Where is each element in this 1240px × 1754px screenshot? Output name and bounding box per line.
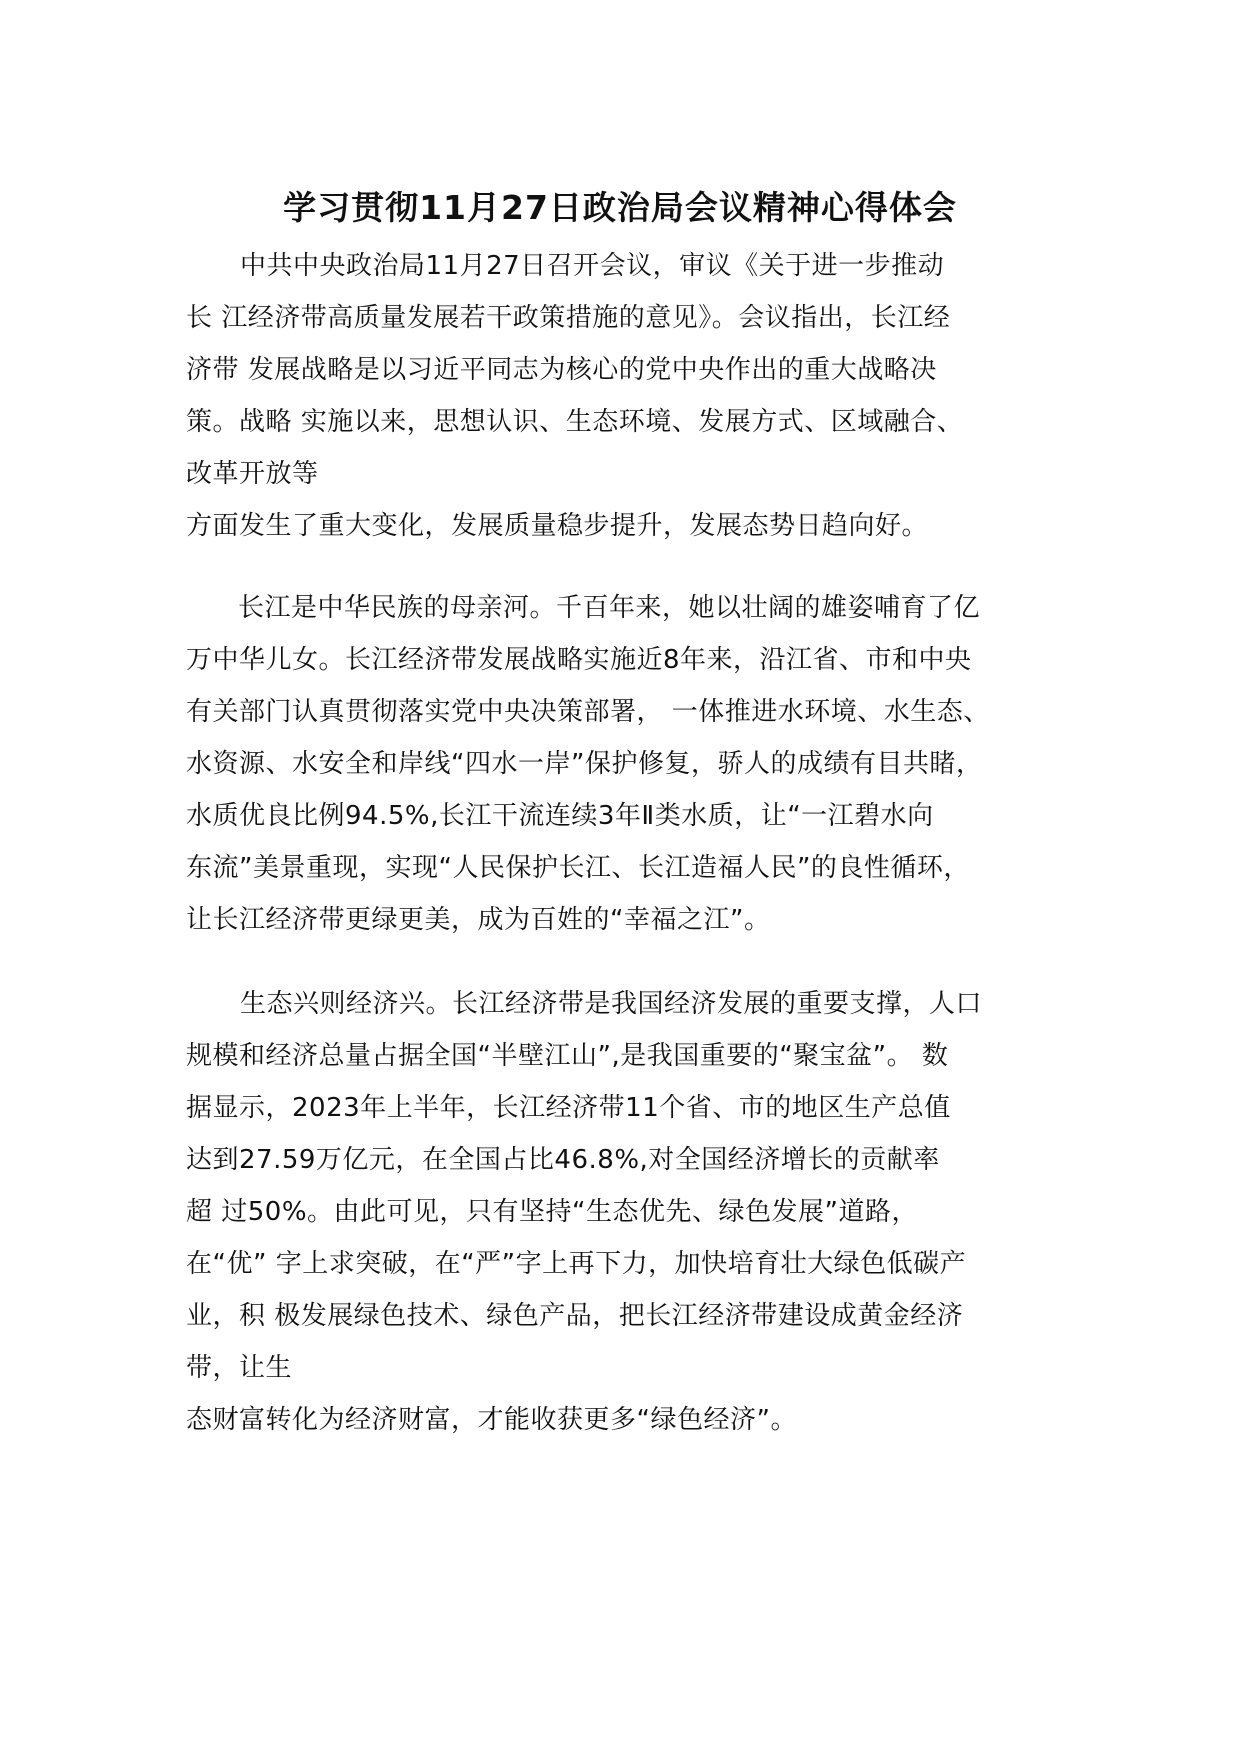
paragraph-2-line-6: 东流”美景重现，实现“人民保护长江、长江造福人民”的良性循环，: [186, 853, 970, 883]
paragraph-1-line-2: 长 江经济带高质量发展若干政策措施的意见》。会议指出，长江经: [186, 303, 951, 333]
paragraph-3-line-9: 态财富转化为经济财富，才能收获更多“绿色经济”。: [186, 1405, 797, 1435]
paragraph-2-line-7: 让长江经济带更绿更美，成为百姓的“幸福之江”。: [186, 905, 771, 935]
paragraph-3-line-1: 生态兴则经济兴。长江经济带是我国经济发展的重要支撑，人口: [240, 989, 983, 1019]
paragraph-1-line-3: 济带 发展战略是以习近平同志为核心的党中央作出的重大战略决: [186, 355, 937, 385]
paragraph-1-line-1: 中共中央政治局11月27日召开会议，审议《关于进一步推动: [240, 251, 945, 281]
paragraph-2-line-1: 长江是中华民族的母亲河。千百年来，她以壮阔的雄姿哺育了亿: [238, 593, 981, 623]
paragraph-1-line-4: 策。战略 实施以来，思想认识、生态环境、发展方式、区域融合、: [186, 407, 964, 437]
paragraph-3-line-5: 超 过50%。由此可见，只有坚持“生态优先、绿色发展”道路，: [186, 1197, 918, 1227]
paragraph-1-line-6: 方面发生了重大变化，发展质量稳步提升，发展态势日趋向好。: [186, 511, 929, 541]
paragraph-2-line-2: 万中华儿女。长江经济带发展战略实施近8年来，沿江省、市和中央: [186, 645, 972, 675]
paragraph-3-line-6: 在“优” 字上求突破，在“严”字上再下力，加快培育壮大绿色低碳产: [186, 1249, 967, 1279]
paragraph-2-line-5: 水质优良比例94.5%,长江干流连续3年Ⅱ类水质，让“一江碧水向: [186, 801, 934, 831]
paragraph-3-line-4: 达到27.59万亿元，在全国占比46.8%,对全国经济增长的贡献率: [186, 1145, 940, 1175]
document-title: 学习贯彻11月27日政治局会议精神心得体会: [283, 188, 957, 227]
paragraph-3-line-7: 业，积 极发展绿色技术、绿色产品，把长江经济带建设成黄金经济: [186, 1301, 964, 1331]
paragraph-3-line-3: 据显示，2023年上半年，长江经济带11个省、市的地区生产总值: [186, 1093, 951, 1123]
paragraph-3-line-2: 规模和经济总量占据全国“半壁江山”,是我国重要的“聚宝盆”。 数: [186, 1041, 949, 1071]
paragraph-2-line-4: 水资源、水安全和岸线“四水一岸”保护修复，骄人的成绩有目共睹，: [186, 749, 983, 779]
paragraph-2-line-3: 有关部门认真贯彻落实党中央决策部署， 一体推进水环境、水生态、: [186, 697, 990, 727]
paragraph-1-line-5: 改革开放等: [186, 459, 319, 489]
paragraph-3-line-8: 带，让生: [186, 1353, 293, 1383]
